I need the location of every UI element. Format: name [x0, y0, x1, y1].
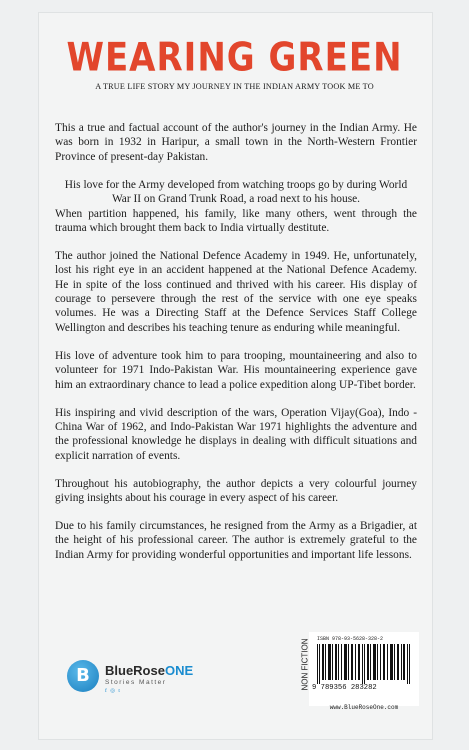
- blurb-paragraph-2a: His love for the Army developed from watching troops go by during World War II on Grand Trunk Road, a road next to his house.: [64, 178, 408, 206]
- publisher-tagline: Stories Matter: [105, 679, 167, 686]
- blurb-paragraph-2b: When partition happened, his family, like many others, went through the trauma which brought them back to India virtually destitute.: [55, 207, 417, 234]
- barcode-icon: [317, 644, 411, 684]
- social-icons: f ◎ t: [105, 688, 121, 694]
- barcode-panel: [309, 632, 419, 706]
- blurb-paragraph-7: Due to his family circumstances, he resigned from the Army as a Brigadier, at the height of his professional career. The author is extremely grateful to the Indian Army for providing wonderful opportunities and important life lessons.: [55, 519, 417, 561]
- book-title: WEARING GREEN: [66, 35, 403, 81]
- publisher-name-accent: ONE: [164, 663, 194, 678]
- publisher-website: www.BlueRoseOne.com: [329, 704, 399, 711]
- publisher-logo: [67, 660, 207, 696]
- publisher-name: [105, 663, 193, 678]
- blurb: [55, 121, 417, 576]
- isbn-label: ISBN 978-93-5628-328-2: [317, 636, 384, 642]
- genre-label: [296, 630, 308, 700]
- blurb-paragraph-1: This a true and factual account of the author's journey in the Indian Army. He was born in 1932 in Haripur, a small town in the North-Western Frontier Province of present-day Pakistan.: [55, 122, 417, 163]
- barcode-digits: 9 789356 283282: [312, 684, 377, 692]
- blurb-paragraph-5: His inspiring and vivid description of the wars, Operation Vijay(Goa), Indo -China War of 1962, and Indo-Pakistan War 1971 highlights the adventure and the professional knowledge he displays in dealing with difficult situations and explicit narration of events.: [55, 406, 417, 462]
- publisher-name-main: BlueRose: [105, 663, 165, 678]
- blurb-paragraph-6: Throughout his autobiography, the author depicts a very colourful journey giving insights about his courage in every aspect of his career.: [55, 477, 417, 505]
- blurb-paragraph-3: The author joined the National Defence Academy in 1949. He, unfortunately, lost his right eye in an accident happened at the National Defence Academy. He in spite of the loss continued and thrived with his career. His display of courage to persevere through the rest of the service with one eye speaks volumes. He was a Directing Staff at the Defence Services Staff College Wellington and describes his teaching tenure as enduring while meaningful.: [55, 249, 417, 334]
- logo-mark-icon: B: [67, 660, 99, 692]
- book-subtitle: A TRUE LIFE STORY MY JOURNEY IN THE INDIAN ARMY TOOK ME TO: [95, 82, 374, 91]
- genre-text: NON FICTION: [300, 638, 310, 691]
- blurb-paragraph-4: His love of adventure took him to para trooping, mountaineering and also to volunteer for 1971 Indo-Pakistan War. His mountaineering experience gave him an extraordinary chance to lead a police expedition along UP-Tibet border.: [55, 349, 417, 391]
